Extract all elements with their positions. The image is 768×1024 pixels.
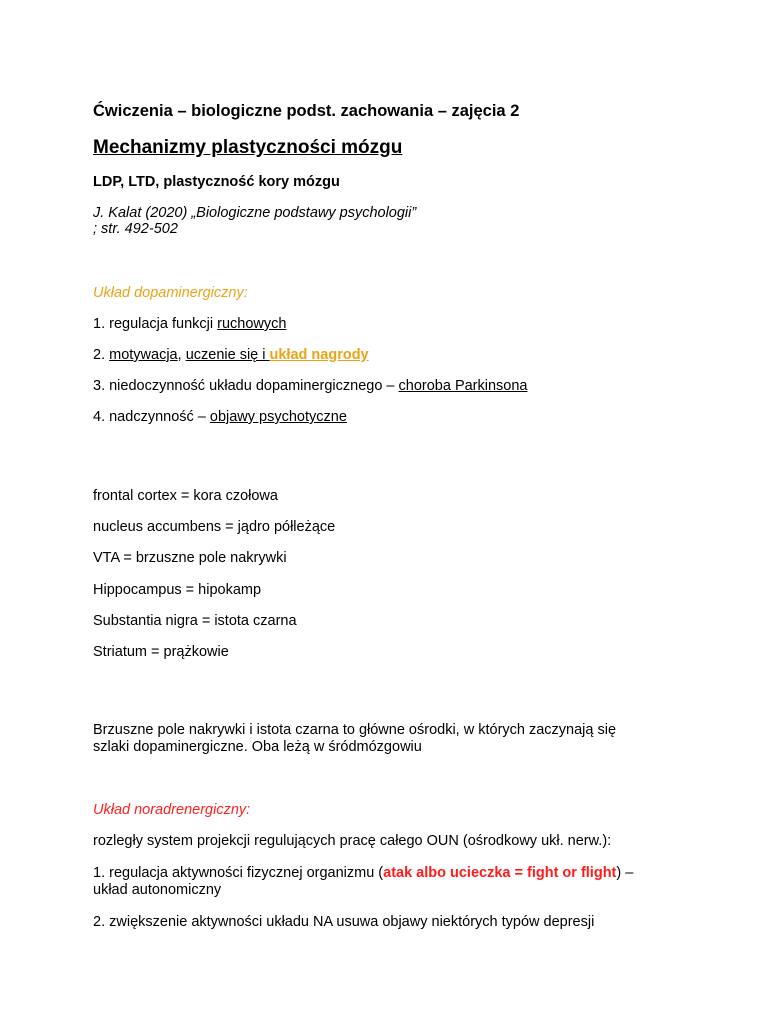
document-title: Ćwiczenia – biologiczne podst. zachowania – zajęcia 2 bbox=[93, 102, 520, 120]
reference-line-1: J. Kalat (2020) „Biologiczne podstawy psychologii” bbox=[93, 205, 417, 221]
noradrenaline-item-1-suffix: ) – bbox=[616, 865, 634, 881]
glossary-item: frontal cortex = kora czołowa bbox=[93, 488, 278, 504]
paragraph-line-2: szlaki dopaminergiczne. Oba leżą w śródmózgowiu bbox=[93, 739, 422, 755]
glossary-item: Hippocampus = hipokamp bbox=[93, 582, 262, 598]
fight-or-flight-highlight: atak albo ucieczka = fight or flight bbox=[383, 865, 617, 881]
topic-line: LDP, LTD, plastyczność kory mózgu bbox=[93, 174, 340, 190]
dopamine-item-1 bbox=[93, 316, 286, 333]
glossary-item: Substantia nigra = istota czarna bbox=[93, 613, 297, 629]
dopamine-item-2-underlined-1: motywacja bbox=[109, 347, 178, 363]
noradrenaline-item-2: 2. zwiększenie aktywności układu NA usuwa objawy niektórych typów depresji bbox=[93, 914, 595, 930]
dopamine-item-1-underlined: ruchowych bbox=[217, 316, 287, 332]
dopamine-item-2-separator: , bbox=[177, 347, 186, 363]
dopamine-item-1-text: 1. regulacja funkcji bbox=[93, 316, 218, 332]
dopamine-item-3 bbox=[93, 378, 528, 395]
dopamine-item-3-underlined: choroba Parkinsona bbox=[398, 378, 528, 394]
dopamine-item-4 bbox=[93, 409, 347, 426]
dopamine-item-2 bbox=[93, 347, 369, 364]
noradrenaline-item-1 bbox=[93, 865, 633, 882]
noradrenaline-item-1-text: 1. regulacja aktywności fizycznej organizmu ( bbox=[93, 865, 384, 881]
dopamine-item-2-underlined-2: uczenie się i bbox=[185, 347, 270, 363]
dopamine-item-2-text: 2. bbox=[93, 347, 110, 363]
dopamine-item-4-underlined: objawy psychotyczne bbox=[209, 409, 347, 425]
noradrenaline-heading: Układ noradrenergiczny: bbox=[93, 802, 251, 818]
glossary-item: nucleus accumbens = jądro półleżące bbox=[93, 519, 336, 535]
noradrenaline-intro: rozległy system projekcji regulujących pracę całego OUN (ośrodkowy ukł. nerw.): bbox=[93, 833, 612, 849]
dopamine-item-3-text: 3. niedoczynność układu dopaminergicznego – bbox=[93, 378, 399, 394]
paragraph-line-1: Brzuszne pole nakrywki i istota czarna to główne ośrodki, w których zaczynają się bbox=[93, 722, 617, 738]
reference-line-2: ; str. 492-502 bbox=[93, 221, 178, 237]
noradrenaline-item-1-line-2: układ autonomiczny bbox=[93, 882, 222, 898]
reward-system-highlight: układ nagrody bbox=[269, 347, 369, 363]
glossary-item: Striatum = prążkowie bbox=[93, 644, 229, 660]
document-subtitle: Mechanizmy plastyczności mózgu bbox=[93, 137, 403, 158]
glossary-item: VTA = brzuszne pole nakrywki bbox=[93, 550, 287, 566]
dopamine-heading: Układ dopaminergiczny: bbox=[93, 285, 248, 301]
dopamine-item-4-text: 4. nadczynność – bbox=[93, 409, 210, 425]
